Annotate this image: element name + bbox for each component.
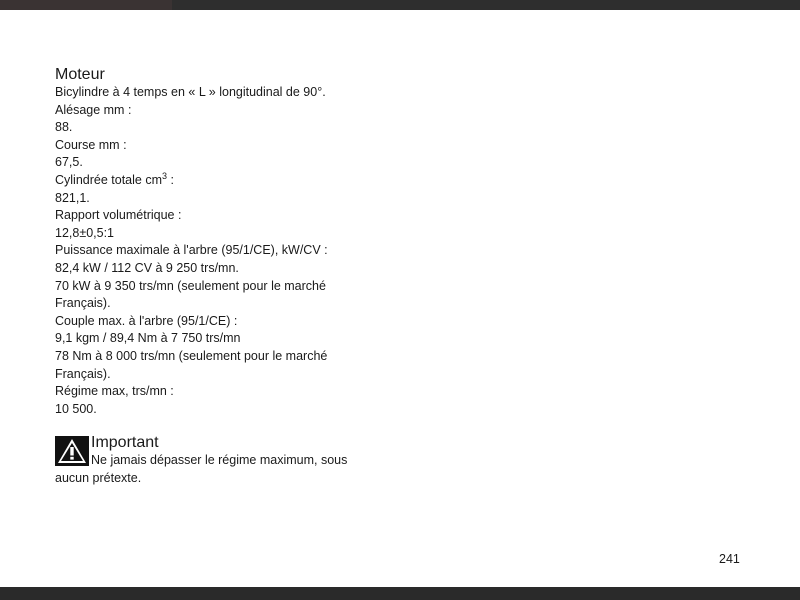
compression-value: 12,8±0,5:1 xyxy=(55,225,114,240)
torque-value: 9,1 kgm / 89,4 Nm à 7 750 trs/mn xyxy=(55,331,241,346)
bore-value: 88. xyxy=(55,120,73,135)
power-value: 82,4 kW / 112 CV à 9 250 trs/mn. xyxy=(55,260,239,275)
power-france-line-2: Français). xyxy=(55,296,111,311)
displacement-label xyxy=(55,172,395,190)
torque-france-line-2: Français). xyxy=(55,366,111,381)
warning-notice xyxy=(55,434,395,487)
page-number: 241 xyxy=(719,552,740,566)
displacement-label-end: : xyxy=(167,172,174,187)
power-label: Puissance maximale à l'arbre (95/1/CE), kW/CV : xyxy=(55,243,328,258)
warning-text-line-2: aucun prétexte. xyxy=(55,470,142,485)
torque-label: Couple max. à l'arbre (95/1/CE) : xyxy=(55,313,238,328)
stroke-value: 67,5. xyxy=(55,155,83,170)
stroke-label: Course mm : xyxy=(55,137,127,152)
warning-text-line-1: Ne jamais dépasser le régime maximum, sous xyxy=(91,453,348,468)
displacement-label-main: Cylindrée totale cm xyxy=(55,172,162,187)
document-page xyxy=(0,10,800,587)
top-frame-tab xyxy=(0,0,172,10)
section-title: Moteur xyxy=(55,66,105,83)
engine-spec-list xyxy=(55,84,395,418)
power-france-line-1: 70 kW à 9 350 trs/mn (seulement pour le marché xyxy=(55,278,326,293)
compression-label: Rapport volumétrique : xyxy=(55,208,182,223)
displacement-label-superscript: 3 xyxy=(162,170,168,181)
torque-france-line-1: 78 Nm à 8 000 trs/mn (seulement pour le marché xyxy=(55,348,328,363)
page-content xyxy=(55,66,395,487)
max-rpm-label: Régime max, trs/mn : xyxy=(55,384,174,399)
displacement-value: 821,1. xyxy=(55,190,90,205)
bore-label: Alésage mm : xyxy=(55,102,132,117)
warning-triangle-icon xyxy=(55,436,89,466)
bottom-frame-bar xyxy=(0,587,800,600)
max-rpm-value: 10 500. xyxy=(55,401,97,416)
engine-description: Bicylindre à 4 temps en « L » longitudinal de 90°. xyxy=(55,85,326,99)
top-frame-bar xyxy=(0,0,800,10)
warning-title: Important xyxy=(91,434,159,452)
